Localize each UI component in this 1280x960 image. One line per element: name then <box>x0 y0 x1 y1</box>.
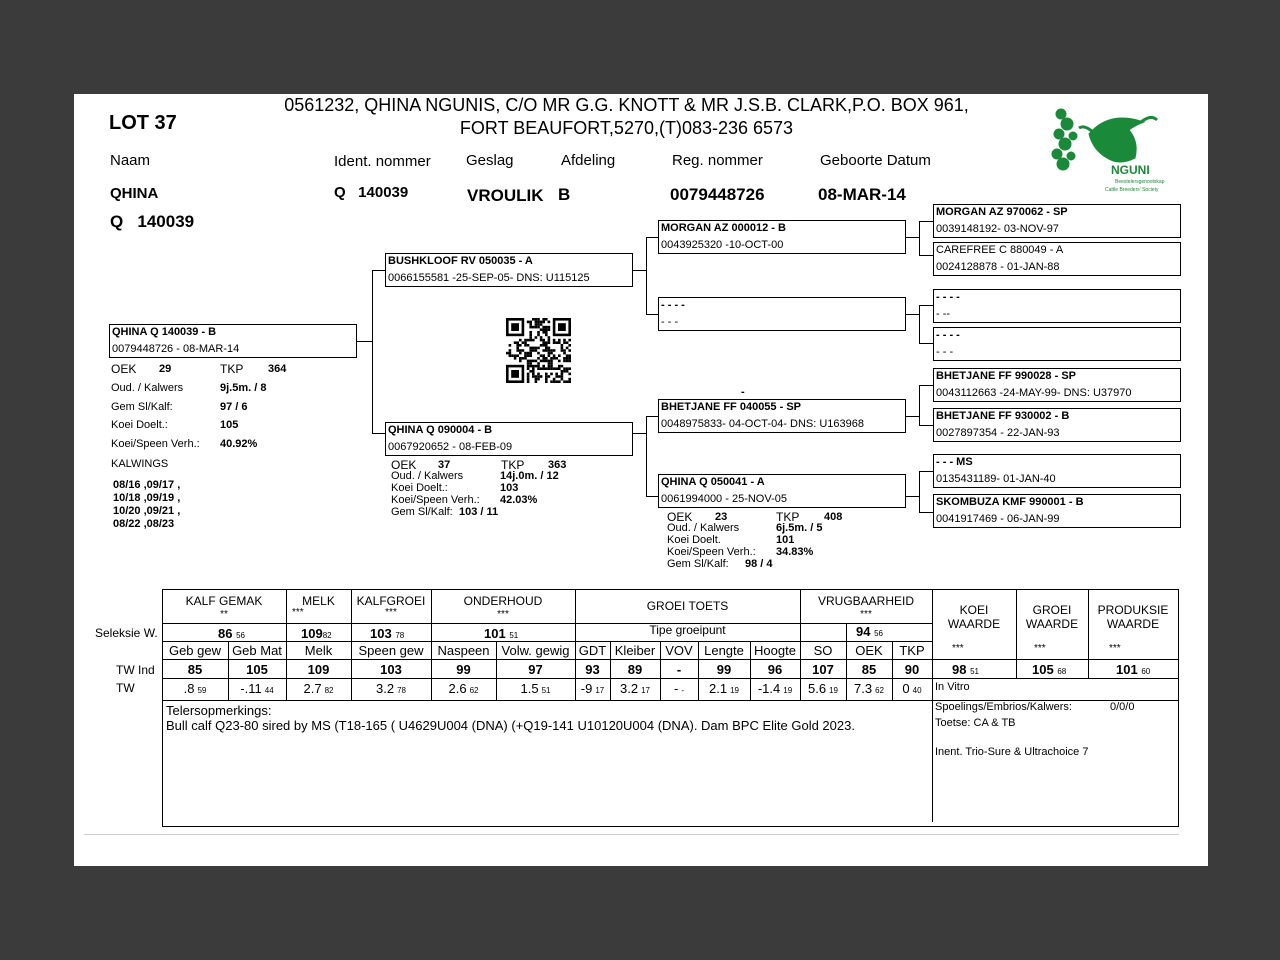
hdr-melk: MELK <box>302 594 335 608</box>
breeder-line-1: 0561232, QHINA NGUNIS, C/O MR G.G. KNOTT & MR J.S.B. CLARK,P.O. BOX 961, <box>284 95 969 115</box>
dd-oek: 23 <box>715 511 728 523</box>
col-header: Naspeen <box>437 643 490 658</box>
gen3-reg: 0043112663 -24-MAY-99- DNS: U37970 <box>936 387 1132 399</box>
ped-line <box>919 255 933 256</box>
tw-value: -.11 <box>240 681 262 696</box>
kalwing-row: 08/16 ,09/17 , <box>113 479 181 491</box>
dam-name: QHINA Q 090004 - B <box>388 424 493 436</box>
hdr-produksie-waarde: PRODUKSIE WAARDE <box>1097 603 1169 631</box>
gen3-name: MORGAN AZ 970062 - SP <box>936 206 1068 218</box>
tw-ind-cell: 99 <box>456 662 471 677</box>
col-header: TKP <box>899 643 925 658</box>
gen3-box <box>933 327 1181 361</box>
ped-line <box>372 270 385 271</box>
tw-cell <box>431 681 496 696</box>
gen3-name: CAREFREE C 880049 - A <box>936 244 1064 256</box>
tw-value: 2.7 <box>303 681 322 696</box>
kalwing-row: 10/20 ,09/21 , <box>113 505 181 517</box>
nguni-cow-icon <box>1049 100 1169 196</box>
sire-name: BUSHKLOOF RV 050035 - A <box>388 255 533 267</box>
ped-line <box>632 270 646 271</box>
inent: Inent. Trio-Sure & Ultrachoice 7 <box>935 746 1089 758</box>
ped-line <box>357 341 372 342</box>
dam-dam-name: QHINA Q 050041 - A <box>661 476 765 488</box>
dam-stat-row <box>391 494 538 506</box>
col-header: Kleiber <box>614 643 656 658</box>
tw-cell <box>750 681 800 696</box>
remarks-text: Bull calf Q23-80 sired by MS (T18-165 ( U4629U004 (DNA) (+Q19-141 U10120U004 (DNA). Dam BPC Elite Gold 2023. <box>166 718 855 733</box>
animal-name: QHINA Q 140039 - B <box>112 326 217 338</box>
tw-cell <box>228 681 286 696</box>
tw-cell <box>496 681 575 696</box>
registration-certificate <box>74 94 1208 866</box>
ped-line <box>919 343 933 344</box>
animal-stat-label: Gem Sl/Kalf: <box>111 401 173 413</box>
tw-accuracy: 51 <box>541 686 551 695</box>
ped-line <box>905 496 919 497</box>
ped-line <box>646 237 647 314</box>
stars-kalfgroei: *** <box>385 607 397 618</box>
dd-stat-label: Oud. / Kalwers <box>667 522 740 534</box>
col-header: VOV <box>665 643 693 658</box>
dam-sire-box <box>658 399 906 433</box>
remarks-label: Telersopmerkings: <box>166 703 272 718</box>
gen3-reg: 0027897354 - 22-JAN-93 <box>936 427 1060 439</box>
tw-value: -9 <box>580 681 593 696</box>
hdr-kalfgroei: KALFGROEI <box>356 594 426 608</box>
sel-onderhoud-acc: 51 <box>509 631 519 640</box>
tw-ind-cell: 103 <box>380 662 402 677</box>
tw-ind-cell: 89 <box>627 662 643 677</box>
tw-ind-cell: - <box>676 662 682 677</box>
ped-line <box>919 512 933 513</box>
breeder-line-2: FORT BEAUFORT,5270,(T)083-236 6573 <box>459 118 794 138</box>
sel-vrug-acc: 56 <box>874 629 883 638</box>
dd-stat-row <box>667 522 823 534</box>
dd-stat-label: Koei Doelt. <box>667 534 721 546</box>
tw-value: 3.2 <box>620 681 639 696</box>
tw-ind-cell: 85 <box>187 662 203 677</box>
stars-groei: *** <box>1034 643 1046 654</box>
sel-kalf-value: 86 <box>218 626 233 641</box>
dd-tkp-label: TKP <box>776 510 800 524</box>
dam-stat-value: 42.03% <box>500 494 538 506</box>
dd-stats <box>667 522 823 570</box>
sel-kalfgroei-acc: 78 <box>395 631 405 640</box>
logo-sub1: Beestelersgenootskap <box>1115 179 1165 185</box>
gen3-name: BHETJANE FF 930002 - B <box>936 410 1070 422</box>
groei-waarde-value <box>1032 662 1066 677</box>
gen3-box <box>933 289 1181 323</box>
ped-line <box>919 221 920 255</box>
gen3-reg: 0039148192- 03-NOV-97 <box>936 223 1059 235</box>
ped-line <box>919 471 920 512</box>
sel-onderhoud <box>484 626 518 641</box>
col-header: Geb Mat <box>232 643 282 658</box>
tw-ind-cell: 99 <box>716 662 732 677</box>
dd-stat-row <box>667 546 814 558</box>
ped-line <box>646 416 658 417</box>
ped-line <box>646 496 658 497</box>
ped-line <box>919 385 920 425</box>
sel-onderhoud-value: 101 <box>484 626 506 641</box>
dam-oek-label: OEK <box>391 458 417 472</box>
geslag-value: VROULIK <box>467 186 544 205</box>
hdr-tipe-groeipunt: Tipe groeipunt <box>649 623 726 637</box>
koei-waarde-acc: 51 <box>970 667 979 676</box>
tw-accuracy: 19 <box>783 686 793 695</box>
sire-sire-reg: 0043925320 -10-OCT-00 <box>661 239 784 251</box>
tw-cell <box>892 681 932 696</box>
hdr-groei-toets: GROEI TOETS <box>646 599 729 613</box>
tw-ind-cell: 97 <box>528 662 543 677</box>
tw-value: 2.6 <box>448 681 467 696</box>
gen3-name: - - - MS <box>936 456 973 468</box>
animal-box <box>109 324 357 358</box>
sel-melk-acc: 82 <box>322 631 332 640</box>
animal-stat-label: Oud. / Kalwers <box>111 382 184 394</box>
geboorte-value: 08-MAR-14 <box>818 185 906 204</box>
col-header: Speen gew <box>358 643 424 658</box>
tw-cell <box>800 681 846 696</box>
stars-vrug: *** <box>860 609 872 620</box>
gen3-name: - - - - <box>936 329 960 341</box>
dam-box <box>385 422 633 456</box>
dam-stat-value: 103 / 11 <box>459 506 499 518</box>
gen3-reg: - -- <box>936 308 951 320</box>
dam-reg: 0067920652 - 08-FEB-09 <box>388 441 513 453</box>
spoelings-value: 0/0/0 <box>1110 701 1135 713</box>
dam-sire-dash: - <box>741 386 745 398</box>
dd-stat-label: Gem Sl/Kalf: <box>667 558 729 570</box>
groei-waarde-num: 105 <box>1032 662 1054 677</box>
sire-dam-box <box>658 297 906 331</box>
sire-sire-box <box>658 220 906 254</box>
dam-stat-value: 14j.0m. / 12 <box>500 470 559 482</box>
dam-sire-name: BHETJANE FF 040055 - SP <box>661 401 801 413</box>
gen3-name: SKOMBUZA KMF 990001 - B <box>936 496 1084 508</box>
gen3-name: - - - - <box>936 291 960 303</box>
animal-tkp: 364 <box>268 363 287 375</box>
ped-line <box>646 314 658 315</box>
dd-tkp: 408 <box>824 511 843 523</box>
animal-oek-label: OEK <box>111 362 137 376</box>
gen3-reg: - - - <box>936 346 954 358</box>
kalwings-label: KALWINGS <box>111 458 169 470</box>
stars-melk: *** <box>292 607 304 618</box>
sel-kalfgroei <box>370 626 404 641</box>
tw-accuracy: 78 <box>397 686 406 695</box>
dam-tkp-label: TKP <box>501 458 525 472</box>
kalwing-row: 08/22 ,08/23 <box>113 518 175 530</box>
tw-accuracy: 82 <box>324 686 334 695</box>
col-header: Melk <box>304 643 333 658</box>
tw-accuracy: 40 <box>912 686 922 695</box>
hdr-groei-waarde: GROEI WAARDE <box>1025 603 1079 631</box>
sire-dam-name: - - - - <box>661 299 685 311</box>
tw-accuracy: 62 <box>469 686 479 695</box>
sire-dam-reg: - - - <box>661 316 679 328</box>
nguni-logo <box>1049 100 1169 196</box>
label-afdeling: Afdeling <box>561 152 616 169</box>
reg-value: 0079448726 <box>670 185 765 204</box>
stars-prod: *** <box>1109 643 1121 654</box>
label-geboorte: Geboorte Datum <box>820 152 931 169</box>
gen3-box <box>933 368 1181 402</box>
gen3-box <box>933 454 1181 488</box>
col-header: GDT <box>578 643 607 658</box>
tw-accuracy: 44 <box>264 686 274 695</box>
tw-accuracy: 17 <box>595 686 605 695</box>
sel-kalf-acc: 56 <box>236 631 245 640</box>
tw-accuracy: 17 <box>641 686 650 695</box>
row-label-tw: TW <box>116 681 135 695</box>
breeder-address <box>234 94 1019 140</box>
kalwings-list <box>113 479 180 531</box>
sel-vrug-value: 94 <box>856 624 871 639</box>
dd-stat-value: 34.83% <box>776 546 814 558</box>
stars-kalf: ** <box>220 609 228 620</box>
tw-ind-cell: 107 <box>812 662 834 677</box>
gen3-box <box>933 204 1181 238</box>
dam-oek: 37 <box>438 459 451 471</box>
dam-stat-value: 103 <box>500 482 519 494</box>
gen3-box <box>933 242 1181 276</box>
lot-number: LOT 37 <box>109 112 177 134</box>
gen3-reg: 0041917469 - 06-JAN-99 <box>936 513 1060 525</box>
stars-koei: *** <box>952 643 964 654</box>
stars-onderhoud: *** <box>497 609 509 620</box>
logo-sub2: Cattle Breeders' Society <box>1105 187 1159 193</box>
dam-stat-label: Gem Sl/Kalf: <box>391 506 453 518</box>
sel-melk <box>301 626 332 641</box>
ped-line <box>905 416 919 417</box>
tw-ind-cell: 109 <box>307 662 330 677</box>
ped-line <box>632 433 646 434</box>
tw-cell <box>162 681 228 696</box>
sire-box <box>385 253 633 287</box>
dd-oek-label: OEK <box>667 510 693 524</box>
animal-stat-label: Koei/Speen Verh.: <box>111 438 200 450</box>
tw-cell <box>575 681 610 696</box>
sel-kalfgroei-value: 103 <box>370 626 392 641</box>
ped-line <box>905 314 919 315</box>
tw-value: .8 <box>183 681 195 696</box>
ped-line <box>646 416 647 496</box>
col-header: Volw. gewig <box>501 643 570 658</box>
footer-divider <box>84 834 1179 835</box>
tw-ind-cell: 93 <box>585 662 600 677</box>
produksie-waarde-acc: 60 <box>1141 667 1151 676</box>
naam-value: QHINA <box>110 185 159 202</box>
animal-stat-value: 105 <box>220 419 239 431</box>
tw-accuracy: 62 <box>875 686 884 695</box>
dd-stat-value: 98 / 4 <box>745 558 773 570</box>
col-header: Lengte <box>704 643 744 658</box>
sel-vrug <box>856 624 883 639</box>
toetse: Toetse: CA & TB <box>935 717 1016 729</box>
ped-line <box>919 471 933 472</box>
koei-waarde-value <box>952 662 979 677</box>
dam-stat-label: Koei/Speen Verh.: <box>391 494 480 506</box>
dd-stat-label: Koei/Speen Verh.: <box>667 546 756 558</box>
qr-code-icon <box>498 318 578 384</box>
hdr-vrugbaarheid: VRUGBAARHEID <box>817 594 915 608</box>
dam-stats <box>391 470 559 518</box>
tw-ind-cell: 105 <box>246 662 268 677</box>
col-header: OEK <box>855 643 883 658</box>
hdr-koei-waarde: KOEI WAARDE <box>947 603 1001 631</box>
gen3-name: BHETJANE FF 990028 - SP <box>936 370 1076 382</box>
label-naam: Naam <box>110 152 151 169</box>
dam-dam-box <box>658 474 906 508</box>
evaluation-table <box>162 589 1179 827</box>
gen3-box <box>933 408 1181 442</box>
koei-waarde-num: 98 <box>952 662 967 677</box>
tw-accuracy: 59 <box>197 686 207 695</box>
groei-waarde-acc: 68 <box>1057 667 1067 676</box>
tw-cell <box>698 681 750 696</box>
animal-stat-value: 9j.5m. / 8 <box>220 382 267 394</box>
gen3-box <box>933 494 1181 528</box>
dam-dam-reg: 0061994000 - 25-NOV-05 <box>661 493 787 505</box>
sel-kalf <box>218 626 245 641</box>
tw-value: 3.2 <box>376 681 395 696</box>
ped-line <box>372 433 385 434</box>
tw-accuracy: 19 <box>730 686 739 695</box>
dam-sire-reg: 0048975833- 04-OCT-04- DNS: U163968 <box>661 418 865 430</box>
ident-big: Q 140039 <box>110 212 195 231</box>
ped-line <box>919 385 933 386</box>
ped-line <box>919 305 920 343</box>
tw-value: 0 <box>902 681 910 696</box>
dam-stat-label: Oud. / Kalwers <box>391 470 464 482</box>
tw-cell <box>610 681 660 696</box>
tw-accuracy: - <box>681 686 684 695</box>
dam-stat-row <box>391 470 559 482</box>
tw-cell <box>846 681 892 696</box>
label-geslag: Geslag <box>466 152 514 169</box>
dd-stat-value: 101 <box>776 534 795 546</box>
animal-tkp-label: TKP <box>220 362 244 376</box>
in-vitro: In Vitro <box>935 681 970 693</box>
dd-stat-row <box>667 558 773 570</box>
dd-stat-row <box>667 534 795 546</box>
dd-stat-value: 6j.5m. / 5 <box>776 522 823 534</box>
tw-value: 1.5 <box>520 681 539 696</box>
row-label-tw-ind: TW Ind <box>116 663 155 677</box>
animal-stat-label: Koei Doelt.: <box>111 419 168 431</box>
produksie-waarde-num: 101 <box>1116 662 1138 677</box>
animal-oek: 29 <box>159 363 172 375</box>
tw-value: 5.6 <box>808 681 827 696</box>
tw-ind-cell: 90 <box>904 662 920 677</box>
tw-cell <box>351 681 431 696</box>
col-header: Hoogte <box>754 643 796 658</box>
ped-line <box>372 270 373 433</box>
tw-cell <box>286 681 351 696</box>
tw-value: 2.1 <box>709 681 728 696</box>
sel-melk-value: 109 <box>301 626 323 641</box>
ped-line <box>919 221 933 222</box>
hdr-kalf-gemak: KALF GEMAK <box>185 594 263 608</box>
tw-value: 7.3 <box>854 681 873 696</box>
tw-accuracy: 19 <box>829 686 838 695</box>
dam-tkp: 363 <box>548 459 567 471</box>
tw-ind-cell: 85 <box>861 662 877 677</box>
sire-sire-name: MORGAN AZ 000012 - B <box>661 222 786 234</box>
dam-stat-label: Koei Doelt.: <box>391 482 448 494</box>
logo-text: NGUNI <box>1111 163 1150 177</box>
animal-reg: 0079448726 - 08-MAR-14 <box>112 343 240 355</box>
animal-stat-value: 97 / 6 <box>220 401 248 413</box>
tw-value: - <box>673 681 679 696</box>
sire-reg: 0066155581 -25-SEP-05- DNS: U115125 <box>388 272 590 284</box>
qr-code <box>498 318 578 384</box>
dam-stat-row <box>391 482 519 494</box>
gen3-reg: 0024128878 - 01-JAN-88 <box>936 261 1060 273</box>
row-label-seleksie: Seleksie W. <box>95 626 158 640</box>
kalwing-row: 10/18 ,09/19 , <box>113 492 181 504</box>
label-ident: Ident. nommer <box>334 153 431 170</box>
dam-stat-row <box>391 506 499 518</box>
ped-line <box>646 237 658 238</box>
afdeling-value: B <box>558 185 571 204</box>
spoelings-label: Spoelings/Embrios/Kalwers: <box>935 701 1072 713</box>
hdr-onderhoud: ONDERHOUD <box>463 594 543 608</box>
animal-stat-value: 40.92% <box>220 438 258 450</box>
col-header: SO <box>813 643 833 658</box>
produksie-waarde-value <box>1116 662 1150 677</box>
col-header: Geb gew <box>168 643 222 658</box>
ped-line <box>919 425 933 426</box>
tw-value: -1.4 <box>757 681 781 696</box>
ident-value: Q 140039 <box>334 184 409 201</box>
label-reg: Reg. nommer <box>672 152 763 169</box>
tw-ind-cell: 96 <box>767 662 783 677</box>
gen3-reg: 0135431189- 01-JAN-40 <box>936 473 1056 485</box>
ped-line <box>905 237 919 238</box>
tw-cell <box>660 681 698 696</box>
ped-line <box>919 305 933 306</box>
